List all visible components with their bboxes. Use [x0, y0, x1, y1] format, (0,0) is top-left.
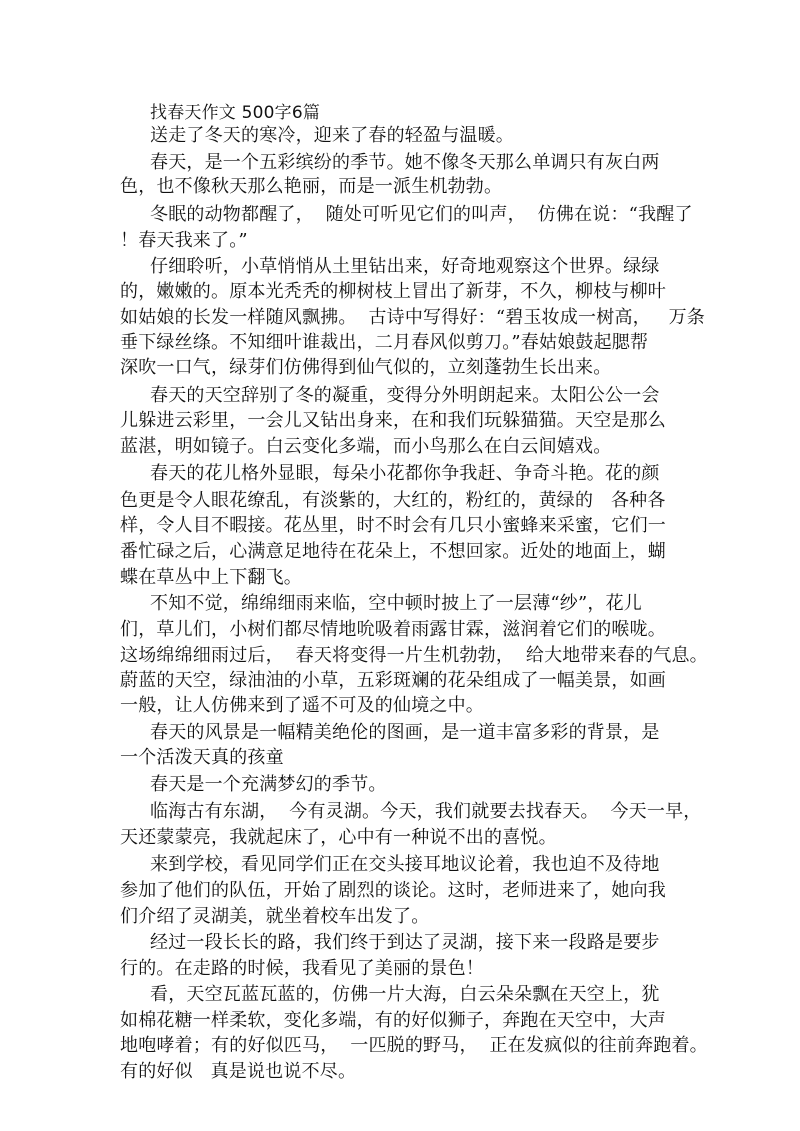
text-line: 地咆哮着；有的好似匹马， 一匹脱的野马， 正在发疯似的往前奔跑着。	[120, 1035, 708, 1056]
text-line: 蝶在草丛中上下翻飞。	[120, 567, 302, 588]
text-line: 样，令人目不暇接。花丛里，时不时会有几只小蜜蜂来采蜜，它们一	[120, 515, 666, 536]
text-line: 送走了冬天的寒冷，迎来了春的轻盈与温暖。	[150, 125, 514, 146]
text-line: 春天的天空辞别了冬的凝重，变得分外明朗起来。太阳公公一会	[150, 385, 660, 406]
text-line: 春天的花儿格外显眼，每朵小花都你争我赶、争奇斗艳。花的颜	[150, 463, 660, 484]
text-line: 蓝湛，明如镜子。白云变化多端，而小鸟那么在白云间嬉戏。	[120, 436, 612, 457]
text-line: 不知不觉，绵绵细雨来临，空中顿时披上了一层薄“纱”，花儿	[150, 593, 643, 614]
text-line: 行的。在走路的时候，我看见了美丽的景色！	[120, 958, 484, 979]
text-line: 深吹一口气，绿芽们仿佛得到仙气似的，立刻蓬勃生长出来。	[120, 357, 612, 378]
text-line: 番忙碌之后，心满意足地待在花朵上，不想回家。近处的地面上，蝴	[120, 541, 666, 562]
text-line: 春天，是一个五彩缤纷的季节。她不像冬天那么单调只有灰白两	[150, 152, 660, 173]
text-line: 看，天空瓦蓝瓦蓝的，仿佛一片大海，白云朵朵飘在天空上，犹	[150, 984, 660, 1005]
text-line: 色，也不像秋天那么艳丽，而是一派生机勃勃。	[120, 176, 503, 197]
text-line: 儿躲进云彩里，一会儿又钻出身来，在和我们玩躲猫猫。天空是那么	[120, 410, 666, 431]
text-line: 仔细聆听，小草悄悄从土里钻出来，好奇地观察这个世界。绿绿	[150, 256, 660, 277]
text-line: 蔚蓝的天空，绿油油的小草，五彩斑斓的花朵组成了一幅美景，如画	[120, 670, 666, 691]
text-line: 色更是令人眼花缭乱，有淡紫的，大红的，粉红的，黄绿的 各种各	[120, 490, 666, 511]
text-line: 临海古有东湖， 今有灵湖。今天，我们就要去找春天。 今天一早，	[150, 801, 702, 822]
text-line: 来到学校，看见同学们正在交头接耳地议论着，我也迫不及待地	[150, 854, 660, 875]
text-line: 参加了他们的队伍，开始了剧烈的谈论。这时，老师进来了，她向我	[120, 880, 666, 901]
text-line: 的，嫩嫩的。原本光秃秃的柳树枝上冒出了新芽，不久，柳枝与柳叶	[120, 281, 666, 302]
text-line: 冬眠的动物都醒了， 随处可听见它们的叫声， 仿佛在说：“我醒了	[150, 204, 693, 225]
text-line: 天还蒙蒙亮，我就起床了，心中有一种说不出的喜悦。	[120, 827, 557, 848]
document-title: 找春天作文 500字6篇	[150, 103, 321, 123]
text-line: 一般，让人仿佛来到了遥不可及的仙境之中。	[120, 695, 484, 716]
text-line: 们，草儿们，小树们都尽情地吮吸着雨露甘霖，滋润着它们的喉咙。	[120, 619, 666, 640]
text-line: 如棉花糖一样柔软，变化多端，有的好似狮子，奔跑在天空中，大声	[120, 1010, 666, 1031]
text-line: 垂下绿丝绦。不知细叶谁裁出，二月春风似剪刀。”春姑娘鼓起腮帮	[120, 332, 649, 353]
text-line: 如姑娘的长发一样随风飘拂。 古诗中写得好：“碧玉妆成一树高， 万条	[120, 307, 706, 328]
text-line: 春天的风景是一幅精美绝伦的图画，是一道丰富多彩的背景，是	[150, 722, 660, 743]
text-line: 有的好似 真是说也说不尽。	[120, 1061, 357, 1082]
text-line: 这场绵绵细雨过后， 春天将变得一片生机勃勃， 给大地带来春的气息。	[120, 645, 708, 666]
text-line: 们介绍了灵湖美，就坐着校车出发了。	[120, 906, 430, 927]
text-line: ！春天我来了。”	[120, 230, 248, 251]
text-line: 一个活泼天真的孩童	[120, 747, 284, 768]
text-line: 春天是一个充满梦幻的季节。	[150, 774, 387, 795]
text-line: 经过一段长长的路，我们终于到达了灵湖，接下来一段路是要步	[150, 932, 660, 953]
